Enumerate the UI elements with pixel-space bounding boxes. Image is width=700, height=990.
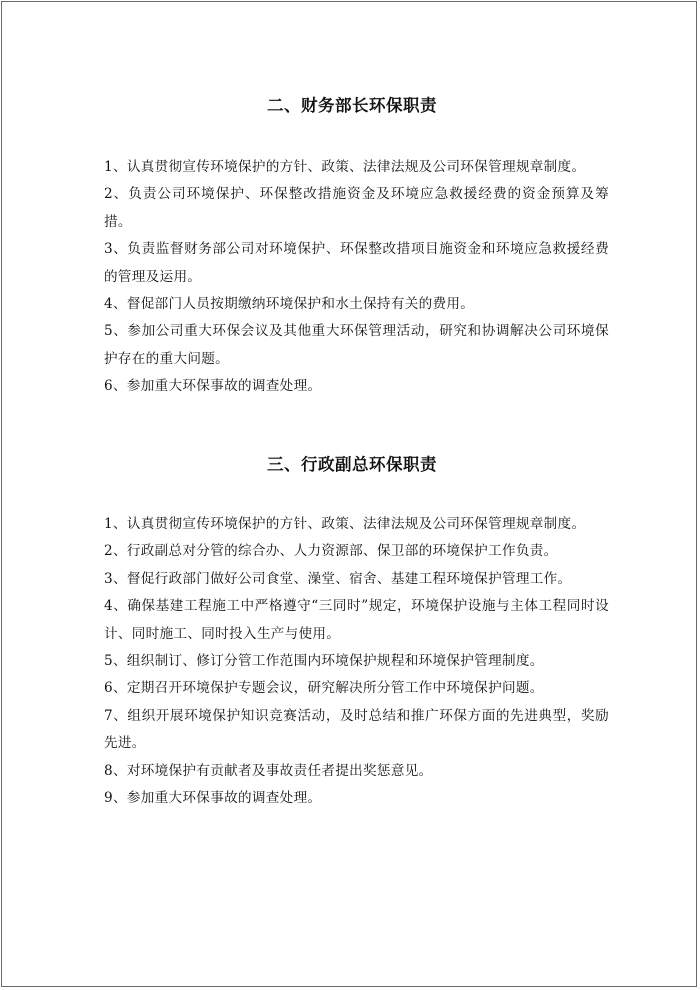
section-title: 三、行政副总环保职责: [267, 455, 437, 474]
duty-item: 6、参加重大环保事故的调查处理。: [104, 378, 322, 395]
section-admin-vp: [0, 453, 700, 807]
duty-list: [104, 154, 609, 401]
duty-item: 4、督促部门人员按期缴纳环境保护和水土保持有关的费用。: [104, 296, 475, 313]
duty-item: 3、负责监督财务部公司对环境保护、环保整改措项目施资金和环境应急救援经费的管理及运用。: [104, 241, 609, 285]
page-border: [1, 1, 697, 987]
duty-item: 3、督促行政部门做好公司食堂、澡堂、宿舍、基建工程环境保护管理工作。: [104, 570, 572, 587]
duty-list: [104, 511, 609, 812]
duty-item: 8、对环境保护有贡献者及事故责任者提出奖惩意见。: [104, 762, 433, 779]
duty-item: 2、行政副总对分管的综合办、人力资源部、保卫部的环境保护工作负责。: [104, 543, 558, 560]
duty-item: 2、负责公司环境保护、环保整改措施资金及环境应急救援经费的资金预算及筹措。: [104, 186, 609, 230]
duty-item: 7、组织开展环境保护知识竞赛活动，及时总结和推广环保方面的先进典型，奖励先进。: [104, 707, 609, 752]
duty-item: 1、认真贯彻宣传环境保护的方针、政策、法律法规及公司环保管理规章制度。: [104, 516, 586, 532]
duty-item: 5、参加公司重大环保会议及其他重大环保管理活动，研究和协调解决公司环境保护存在的重大问题。: [104, 323, 609, 367]
duty-item: 9、参加重大环保事故的调查处理。: [104, 790, 322, 807]
duty-item: 1、认真贯彻宣传环境保护的方针、政策、法律法规及公司环保管理规章制度。: [104, 159, 586, 175]
duty-item: 6、定期召开环境保护专题会议，研究解决所分管工作中环境保护问题。: [104, 680, 544, 697]
section-finance-director: [0, 94, 700, 395]
section-title: 二、财务部长环保职责: [267, 96, 437, 115]
duty-item: 5、组织制订、修订分管工作范围内环境保护规程和环境保护管理制度。: [104, 653, 544, 670]
duty-item: 4、确保基建工程施工中严格遵守“三同时”规定，环境保护设施与主体工程同时设计、同时施工、同时投入生产与使用。: [104, 598, 609, 642]
